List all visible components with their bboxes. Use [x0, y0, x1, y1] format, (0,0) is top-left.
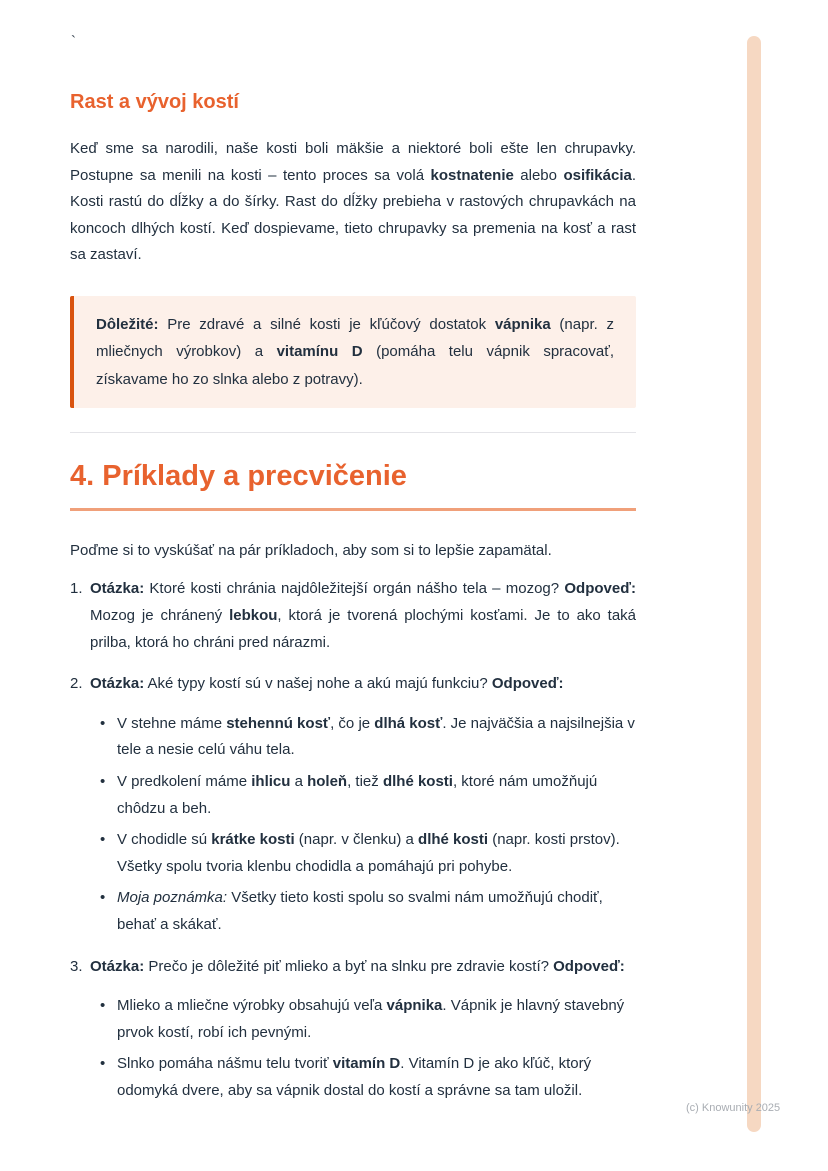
bullet-icon: •	[100, 1055, 106, 1073]
bullet-icon: •	[100, 831, 106, 849]
list-item	[100, 711, 636, 764]
list-item	[100, 827, 636, 880]
copyright-note: (c) Knowunity 2025	[686, 1102, 781, 1114]
qa-body-2	[90, 671, 636, 938]
qa-body-3	[90, 954, 636, 1105]
qa-3-bullet-list	[100, 993, 636, 1104]
callout-text: Dôležité: Pre zdravé a silné kosti je kľúčový dostatok vápnika (napr. z mliečnych výrobkov) a vitamínu D (pomáha telu vápnik spracovať, získavame ho zo slnka alebo z potravy).	[96, 315, 614, 388]
qa-text-3: Otázka: Prečo je dôležité piť mlieko a byť na slnku pre zdravie kostí? Odpoveď:	[90, 957, 625, 975]
stray-backtick: `	[71, 33, 76, 50]
bone-growth-paragraph: Keď sme sa narodili, naše kosti boli mäkšie a niektoré boli ešte len chrupavky. Postupne sa menili na kosti – tento proces sa volá kostnatenie alebo osifikácia. Kosti rastú do dĺžky a do šírky. Rast do dĺžky prebieha v rastových chrupavkách na koncoch dlhých kostí. Keď dospievame, tieto chrupavky sa premenia na kosť a rast sa zastaví.	[70, 140, 636, 264]
qa-number-2: 2.	[70, 675, 83, 693]
list-item	[100, 993, 636, 1046]
qa-text-1: Otázka: Ktoré kosti chránia najdôležitejší orgán nášho tela – mozog? Odpoveď: Mozog je chránený lebkou, ktorá je tvorená plochými kosťami. Je to ako taká prilba, ktorá ho chráni pred nárazmi.	[90, 580, 637, 651]
section-title-rast-a-vyvoj-kosti: Rast a vývoj kostí	[70, 91, 239, 113]
qa-item-1	[70, 576, 636, 656]
qa-text-2: Otázka: Aké typy kostí sú v našej nohe a akú majú funkciu? Odpoveď:	[90, 675, 564, 693]
qa-number-3: 3.	[70, 957, 83, 975]
bullet-text-vitamin-d: Slnko pomáha nášmu telu tvoriť vitamín D. Vitamín D je ako kľúč, ktorý odomyká dvere, aby sa vápnik dostal do kostí a správne sa tam uložil.	[117, 1055, 592, 1099]
section-title-priklady: 4. Príklady a precvičenie	[70, 459, 636, 511]
list-item	[100, 885, 636, 938]
qa-2-bullet-list	[100, 711, 636, 939]
page-content	[70, 0, 636, 1105]
callout-important	[70, 296, 636, 408]
qa-item-2	[70, 671, 636, 938]
section-divider	[70, 432, 636, 433]
bullet-text-femur: V stehne máme stehennú kosť, čo je dlhá kosť. Je najväčšia a najsilnejšia v tele a nesie celú váhu tela.	[117, 714, 635, 759]
bullet-icon: •	[100, 714, 106, 732]
qa-body-1	[90, 576, 636, 656]
bullet-text-calcium: Mlieko a mliečne výrobky obsahujú veľa vápnika. Vápnik je hlavný stavebný prvok kostí, robí ich pevnými.	[117, 997, 625, 1041]
bullet-icon: •	[100, 773, 106, 791]
page-edge-bar	[747, 36, 761, 1132]
bullet-text-tibia: V predkolení máme ihlicu a holeň, tiež dlhé kosti, ktoré nám umožňujú chôdzu a beh.	[117, 773, 598, 817]
list-item	[100, 769, 636, 822]
list-item	[100, 1051, 636, 1104]
bullet-icon: •	[100, 889, 106, 907]
qa-item-3	[70, 954, 636, 1105]
bullet-text-foot: V chodidle sú krátke kosti (napr. v členku) a dlhé kosti (napr. kosti prstov). Všetky spolu tvoria klenbu chodidla a pomáhajú pri pohybe.	[117, 831, 620, 875]
qa-number-1: 1.	[70, 580, 83, 598]
bullet-icon: •	[100, 997, 106, 1015]
bullet-text-note: Moja poznámka: Všetky tieto kosti spolu so svalmi nám umožňujú chodiť, behať a skákať.	[117, 889, 603, 933]
section-intro: Poďme si to vyskúšať na pár príkladoch, aby som si to lepšie zapamätal.	[70, 541, 552, 559]
qa-list	[70, 576, 636, 1104]
